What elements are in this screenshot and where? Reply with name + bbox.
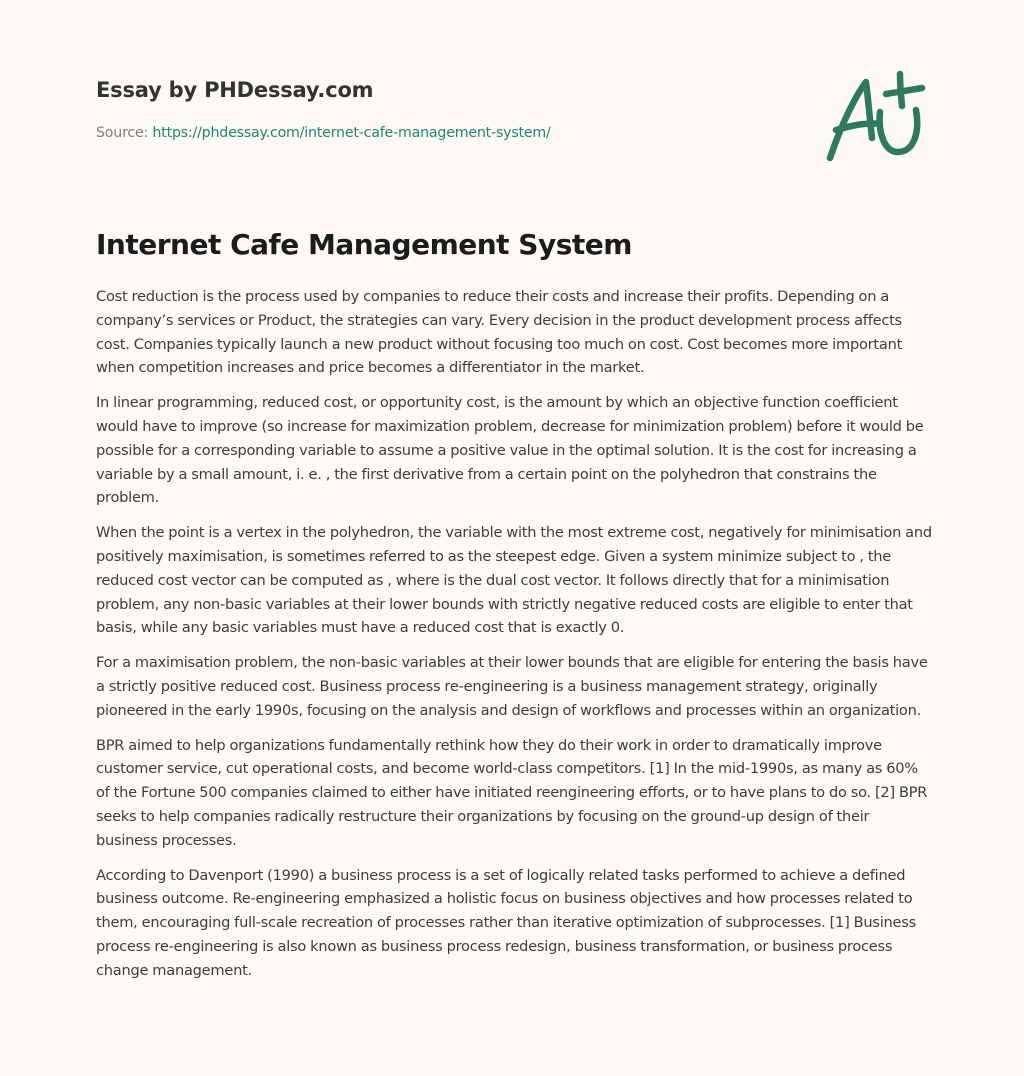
source-line: [96, 123, 796, 143]
essay-paragraph: In linear programming, reduced cost, or opportunity cost, is the amount by which an objective function coefficient would have to improve (so increase for maximization problem, decrease for minimization problem) before it would be possible for a corresponding variable to assume a positive value in the optimal solution. It is the cost for increasing a variable by a small amount, i. e. , the first derivative from a certain point on the polyhedron that constrains the problem.: [96, 394, 924, 507]
page-header: [96, 76, 796, 143]
brand-title: Essay by PHDessay.com: [96, 78, 374, 102]
a-plus-grade-icon: [822, 68, 930, 164]
essay-paragraph: BPR aimed to help organizations fundamentally rethink how they do their work in order to dramatically improve customer service, cut operational costs, and become world-class competitors. [1] In the mid-1990s, as many as 60% of the Fortune 500 companies claimed to either have initiated reengineering efforts, or to have plans to do so. [2] BPR seeks to help companies radically restructure their organizations by focusing on the ground-up design of their business processes.: [96, 736, 928, 849]
source-label: Source:: [96, 125, 149, 141]
essay-paragraph: When the point is a vertex in the polyhedron, the variable with the most extreme cost, negatively for minimisation and positively maximisation, is sometimes referred to as the steepest edge. Given a system minimize subject to , the reduced cost vector can be computed as , where is the dual cost vector. It follows directly that for a minimisation problem, any non-basic variables at their lower bounds with strictly negative reduced costs are eligible to enter that basis, while any basic variables must have a reduced cost that is exactly 0.: [96, 524, 932, 637]
essay-paragraph: For a maximisation problem, the non-basic variables at their lower bounds that are eligible for entering the basis have a strictly positive reduced cost. Business process re-engineering is a business management strategy, originally pioneered in the early 1990s, focusing on the analysis and design of workflows and processes within an organization.: [96, 654, 928, 719]
essay-title: Internet Cafe Management System: [96, 228, 632, 261]
essay-body: [96, 285, 932, 994]
essay-paragraph: Cost reduction is the process used by companies to reduce their costs and increase their profits. Depending on a company’s services or Product, the strategies can vary. Every decision in the product development process affects cost. Companies typically launch a new product without focusing too much on cost. Cost becomes more important when competition increases and price becomes a differentiator in the market.: [96, 288, 903, 377]
essay-paragraph: According to Davenport (1990) a business process is a set of logically related tasks performed to achieve a defined business outcome. Re-engineering emphasized a holistic focus on business objectives and how processes related to them, encouraging full-scale recreation of processes rather than iterative optimization of subprocesses. [1] Business process re-engineering is also known as business process redesign, business transformation, or business process change management.: [96, 866, 916, 979]
source-link[interactable]: https://phdessay.com/internet-cafe-management-system/: [152, 125, 551, 141]
